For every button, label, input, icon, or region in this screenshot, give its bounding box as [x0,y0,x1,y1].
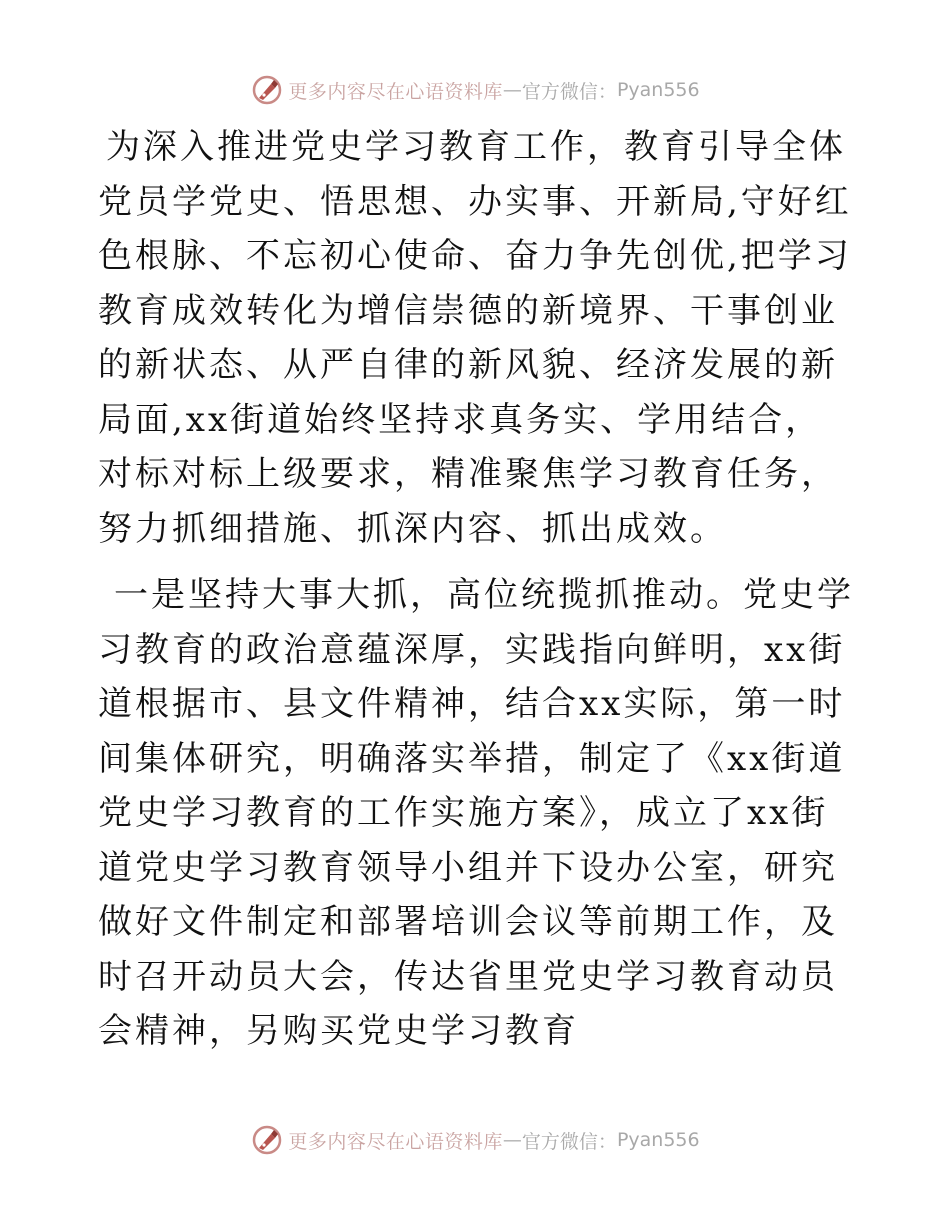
watermark-separator: — [502,79,522,101]
pen-nib-icon [250,1123,284,1157]
paragraph-point-one: 一是坚持大事大抓，高位统揽抓推动。党史学习教育的政治意蕴深厚，实践指向鲜明，xx街道根据市、县文件精神，结合xx实际，第一时间集体研究，明确落实举措，制定了《xx街道党史学习教育的工作实施方案》，成立了xx街道党史学习教育领导小组并下设办公室，研究做好文件制定和部署培训会议等前期工作，及时召开动员大会，传达省里党史学习教育动员会精神，另购买党史学习教育 [98,575,854,1051]
watermark-official-label: 官方微信： [521,80,617,103]
watermark-brand-text: 更多内容尽在心语资料库 [288,1130,503,1153]
pen-nib-icon [250,73,284,107]
watermark-brand-text: 更多内容尽在心语资料库 [288,80,503,103]
watermark-official-label: 官方微信： [521,1130,617,1153]
watermark-separator: — [502,1129,522,1151]
watermark-wechat-id: Pyan556 [616,79,700,101]
paragraph-intro: 为深入推进党史学习教育工作，教育引导全体党员学党史、悟思想、办实事、开新局,守好红色根脉、不忘初心使命、奋力争先创优,把学习教育成效转化为增信崇德的新境界、干事创业的新状态、从严自律的新风貌、经济发展的新局面,xx街道始终坚持求真务实、学用结合，对标对标上级要求，精准聚焦学习教育任务，努力抓细措施、抓深内容、抓出成效。 [98,127,852,549]
header-watermark [0,72,950,108]
watermark-wechat-id: Pyan556 [616,1129,700,1151]
footer-watermark [0,1122,950,1158]
document-body [98,120,858,1071]
